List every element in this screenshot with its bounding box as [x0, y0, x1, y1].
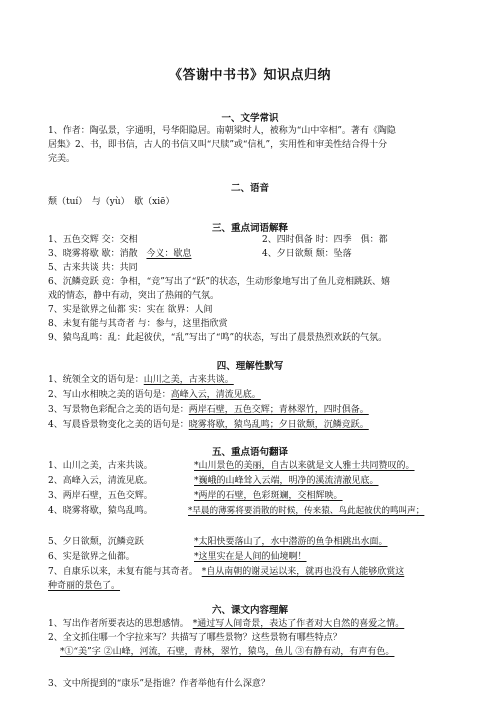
section-heading-comprehension: 六、课文内容理解 — [211, 605, 288, 616]
translation-source: 6、实是欲界之仙都。 — [48, 552, 135, 562]
page-title: 《答谢中书书》知识点归纳 — [168, 68, 331, 83]
recitation-question: 1、统领全文的语句是： — [48, 375, 144, 385]
translation-answer: 种奇丽的景色了。 — [48, 581, 121, 591]
translation-item — [48, 566, 468, 578]
vocab-item: 2、四时俱备 时：四季 俱：都 — [262, 235, 388, 245]
translation-source: 2、高峰入云，清流见底。 — [48, 476, 153, 486]
vocab-item: 4、夕日欲颓 颓：坠落 — [262, 249, 352, 259]
recitation-question: 4、写晨昏景物变化之美的语句是： — [48, 420, 189, 430]
comprehension-question: 2、全文抓住哪一个字拉来写？共描写了哪些景物？这些景物有哪些特点？ — [48, 633, 342, 643]
section-heading-recitation: 四、理解性默写 — [216, 361, 284, 372]
recitation-item — [48, 404, 468, 416]
vocab-text: 3、晓雾将歇 歇：消散 — [48, 249, 138, 259]
comprehension-answer: *通过写人间奇景，表达了作者对大自然的喜爱之情。 — [192, 619, 405, 629]
text-line: 完美。 — [48, 154, 76, 164]
text-line: 1、作者：陶弘景，字通明，号华阳隐居。南朝梁时人，被称为“山中宰相”。著有《陶隐 — [48, 126, 396, 136]
recitation-question: 2、写山水相映之美的语句是： — [48, 390, 171, 400]
translation-source: 3、两岸石壁，五色交辉。 — [48, 491, 153, 501]
translation-answer: *太阳快要落山了，水中潜游的鱼争相跳出水面。 — [194, 537, 388, 547]
translation-source: 4、晓雾将歇，猿鸟乱鸣。 — [48, 506, 153, 516]
translation-answer: *山川景色的美丽，自古以来就是文人雅士共同赞叹的。 — [194, 461, 415, 471]
text-line: 居集》2、书，即书信，古人的书信又叫“尺牍”或“信札”，实用性和审美性结合得十分 — [48, 140, 388, 150]
section-heading-translation: 五、重点语句翻译 — [211, 447, 288, 458]
recitation-answer: 两岸石壁，五色交辉；青林翠竹，四时俱备。 — [188, 405, 369, 415]
translation-answer: *这里实在是人间的仙境啊！ — [194, 552, 307, 562]
recitation-item — [48, 374, 468, 386]
vocab-item: 戏的情态，静中有动，突出了热闹的气氛。 — [48, 291, 220, 301]
section-heading-literature: 一、文学常识 — [221, 113, 279, 124]
comprehension-question: 3、文中所提到的“康乐”是指谁？作者举他有什么深意？ — [48, 679, 270, 689]
translation-answer: *自从南朝的谢灵运以来，就再也没有人能够欣赏这 — [201, 567, 405, 577]
translation-answer: *巍峨的山峰耸入云端，明净的溪流清澈见底。 — [194, 476, 379, 486]
translation-source: 1、山川之美，古来共谈。 — [48, 461, 153, 471]
translation-source: 5、夕日欲颓，沉鳞竞跃 — [48, 537, 144, 547]
section-heading-pronunciation: 二、语音 — [230, 183, 269, 194]
recitation-answer: 山川之美，古来共谈。 — [143, 375, 234, 385]
vocab-item: 7、实是欲界之仙都 实：实在 欲界：人间 — [48, 305, 213, 315]
recitation-question: 3、写景物色彩配合之美的语句是： — [48, 405, 189, 415]
vocab-item: 8、未复有能与其奇者 与：参与，这里指欣赏 — [48, 319, 228, 329]
comprehension-question: 1、写出作者所要表达的思想感情。 — [48, 619, 189, 629]
translation-answer: *早晨的薄雾将要消散的时候，传来猿、鸟此起彼伏的鸣叫声； — [188, 506, 425, 516]
recitation-item — [48, 419, 468, 431]
recitation-item — [48, 389, 468, 401]
section-heading-vocabulary: 三、重点词语解释 — [211, 223, 288, 234]
translation-answer: *两岸的石壁，色彩斑斓，交相辉映。 — [194, 491, 343, 501]
vocab-item: 9、猿鸟乱鸣：乱：此起彼伏，“乱”写出了“鸣”的状态，写出了晨景热烈欢跃的气氛。 — [48, 333, 388, 343]
recitation-answer: 高峰入云，清流见底。 — [170, 390, 261, 400]
vocab-item: 1、五色交辉 交：交相 — [48, 235, 138, 245]
vocab-item — [48, 248, 191, 260]
vocab-item: 6、沉鳞竞跃 竞：争相，“竞”写出了“跃”的状态，生动形象地写出了鱼儿竞相跳跃、嬉 — [48, 277, 390, 287]
comprehension-item — [48, 618, 468, 630]
recitation-answer: 晓雾将歇，猿鸟乱鸣；夕日欲颓，沉鳞竞跃。 — [188, 420, 369, 430]
text-line: 颓（tuí） 与（yù） 歇（xiē） — [48, 197, 175, 207]
vocab-item: 5、古来共谈 共：共同 — [48, 263, 138, 273]
vocab-underlined: 今义：歇息 — [146, 249, 192, 259]
translation-source: 7、自康乐以来，未复有能与其奇者。 — [48, 567, 198, 577]
comprehension-answer: *①“美”字 ②山峰，河流，石壁，青林，翠竹，猿鸟，鱼儿 ③有静有动，有声有色。 — [60, 647, 395, 657]
